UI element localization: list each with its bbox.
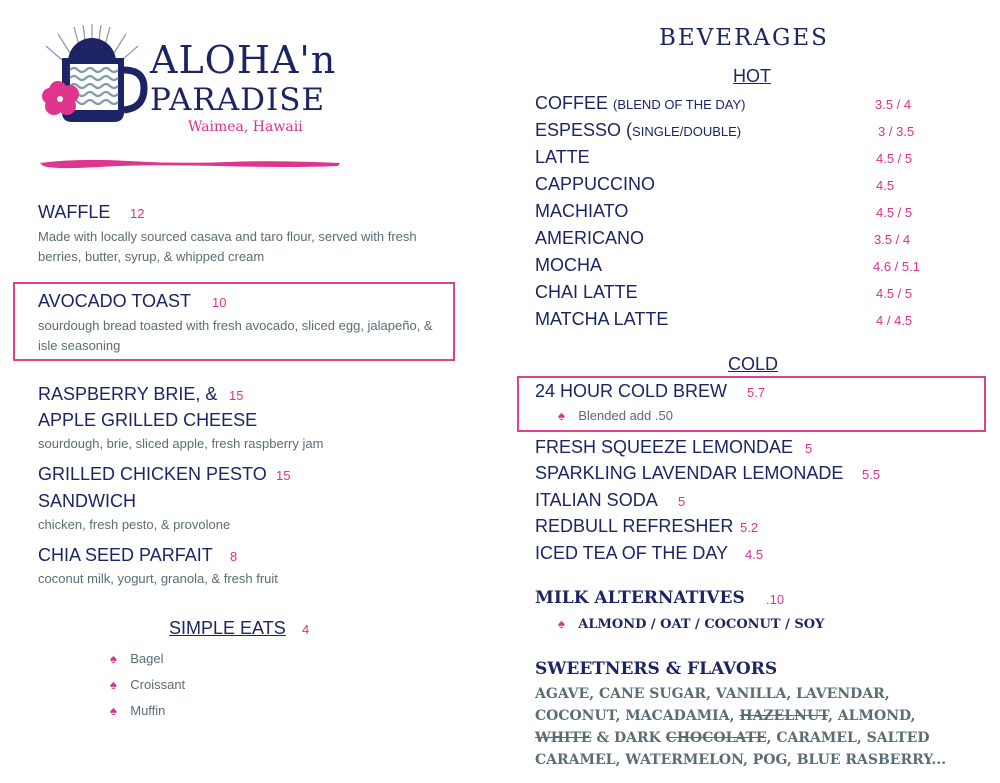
cold-heading: COLD <box>728 354 779 374</box>
sweeteners-heading: SWEETNERS & FLAVORS <box>535 659 778 679</box>
bev-cold-brew-price: 5.7 <box>747 385 766 400</box>
item-waffle-price: 12 <box>130 206 145 221</box>
item-brie-desc: sourdough, brie, sliced apple, fresh raspberry jam <box>38 436 324 451</box>
item-pesto-name-line1: GRILLED CHICKEN PESTO <box>38 464 267 484</box>
simple-eats-price: 4 <box>302 622 310 637</box>
bev-iced-tea-price: 4.5 <box>745 547 764 562</box>
item-chia-price: 8 <box>230 549 238 564</box>
bev-lemonade: FRESH SQUEEZE LEMONDAE <box>535 437 794 457</box>
hot-heading: HOT <box>733 66 771 86</box>
milk-alt-price: .10 <box>766 592 785 607</box>
list-item: ♠ Muffin <box>110 703 166 718</box>
item-chia-desc: coconut milk, yogurt, granola, & fresh fruit <box>38 571 278 586</box>
bev-americano-price: 3.5 / 4 <box>874 232 911 247</box>
bev-cappuccino-price: 4.5 <box>876 178 895 193</box>
item-pesto-price: 15 <box>276 468 291 483</box>
beverages-heading: BEVERAGES <box>659 25 829 51</box>
bev-italian-soda: ITALIAN SODA <box>535 490 658 510</box>
bev-sparkling-lemonade: SPARKLING LAVENDAR LEMONADE <box>535 463 844 483</box>
item-brie-price: 15 <box>229 388 244 403</box>
bev-chai-latte: CHAI LATTE <box>535 282 638 302</box>
bev-cappuccino: CAPPUCCINO <box>535 174 656 194</box>
spade-icon: ♠ <box>558 616 565 631</box>
sweeteners-list: AGAVE, CANE SUGAR, VANILLA, LAVENDAR, COCONUT, MACADAMIA, HAZELNUT, ALMOND, WHITE & DARK CHOCOLATE, CARAMEL, SALTED CARAMEL, WATERMELON, POG, BLUE RASBERRY... <box>535 686 947 768</box>
bev-italian-soda-price: 5 <box>678 494 686 509</box>
bev-redbull-price: 5.2 <box>740 520 759 535</box>
brand-name-line2: PARADISE <box>150 82 326 118</box>
spade-icon: ♠ <box>558 408 565 423</box>
brush-stroke-divider <box>38 157 342 169</box>
bev-machiato-price: 4.5 / 5 <box>876 205 913 220</box>
bev-coffee: COFFEE (BLEND OF THE DAY) <box>535 93 746 113</box>
bev-americano: AMERICANO <box>535 228 645 248</box>
simple-eats-list <box>110 650 185 728</box>
list-item: ♠ Bagel <box>110 651 164 666</box>
brand-name-line1: ALOHA'n <box>150 38 337 82</box>
bev-mocha: MOCHA <box>535 255 602 275</box>
bev-matcha-price: 4 / 4.5 <box>876 313 913 328</box>
bev-chai-price: 4.5 / 5 <box>876 286 913 301</box>
item-brie-name-line1: RASPBERRY BRIE, & <box>38 384 218 404</box>
bev-matcha-latte: MATCHA LATTE <box>535 309 669 329</box>
item-pesto-desc: chicken, fresh pesto, & provolone <box>38 517 231 532</box>
bev-latte: LATTE <box>535 147 590 167</box>
item-waffle-name: WAFFLE <box>38 202 111 222</box>
item-avocado-desc: sourdough bread toasted with fresh avocado, sliced egg, jalapeño, & isle seasoning <box>38 318 433 353</box>
bev-cold-brew: 24 HOUR COLD BREW <box>535 381 728 401</box>
item-pesto-name-line2: SANDWICH <box>38 491 136 511</box>
bev-machiato: MACHIATO <box>535 201 629 221</box>
item-avocado-price: 10 <box>212 295 227 310</box>
bev-redbull: REDBULL REFRESHER <box>535 516 734 536</box>
item-brie-name-line2: APPLE GRILLED CHEESE <box>38 410 258 430</box>
bev-espresso: ESPESSO (SINGLE/DOUBLE) <box>535 120 742 140</box>
spade-icon: ♠ <box>110 703 117 718</box>
spade-icon: ♠ <box>110 677 117 692</box>
bev-espresso-price: 3 / 3.5 <box>878 124 915 139</box>
bev-lemonade-price: 5 <box>805 441 813 456</box>
spade-icon: ♠ <box>110 651 117 666</box>
simple-eats-title: SIMPLE EATS <box>169 618 286 638</box>
bev-sparkling-price: 5.5 <box>862 467 881 482</box>
item-avocado-name: AVOCADO TOAST <box>38 291 192 311</box>
bev-coffee-price: 3.5 / 4 <box>875 97 912 112</box>
milk-alt-options: ♠ ALMOND / OAT / COCONUT / SOY <box>558 616 825 632</box>
bev-mocha-price: 4.6 / 5.1 <box>873 259 920 274</box>
milk-alt-heading: MILK ALTERNATIVES <box>535 588 745 608</box>
bev-latte-price: 4.5 / 5 <box>876 151 913 166</box>
item-chia-name: CHIA SEED PARFAIT <box>38 545 213 565</box>
list-item: ♠ Croissant <box>110 677 186 692</box>
brand-location: Waimea, Hawaii <box>188 119 303 135</box>
bev-cold-brew-addon: ♠ Blended add .50 <box>558 408 673 423</box>
item-waffle-desc: Made with locally sourced casava and taro flour, served with fresh berries, butter, syrup, & whipped cream <box>38 229 417 264</box>
bev-iced-tea: ICED TEA OF THE DAY <box>535 543 729 563</box>
